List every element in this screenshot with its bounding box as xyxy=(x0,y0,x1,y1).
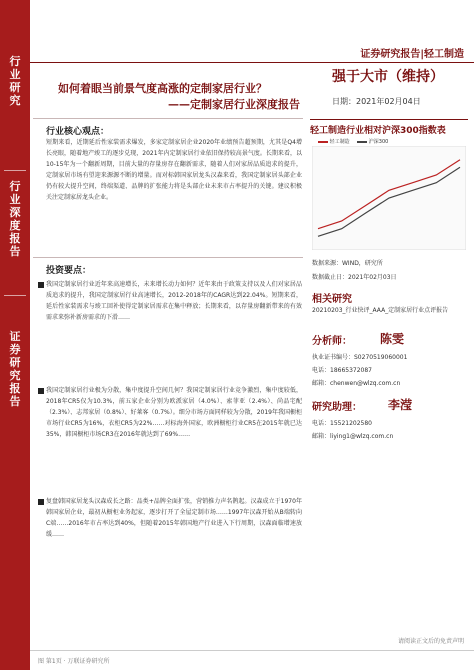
core-view-text: 短期来看，近期延后性家装需求爆发，多家定制家居企业2020年业绩预告超预期，尤其是Q4增长亮眼，随着地产竣工的逐步兑现，2021年内定制家居行业依旧保持较高景气度。长期来看，以10-15年为一个翻新周期，目前大量的存量房存在翻新需求，随着人们对家居品质追求的提升，定制家居市场有望迎来源源不断的增量。而对标韩国家居龙头汉森来看，我国定制家居头部企业仍有较大提升空间，终端渠道、品牌的扩张能力将是头部企业未来市占率提升的关键。建议积极关注定制家居龙头企业。 xyxy=(46,139,302,201)
sidebar-divider xyxy=(4,170,26,171)
report-date: 日期：2021年02月04日 xyxy=(332,97,421,106)
investment-heading: 投资要点： xyxy=(46,266,92,276)
section-divider xyxy=(33,118,303,119)
investment-point: 复盘韩国家居龙头汉森成长之路：品类+品牌全面扩张，营销推力声名鹊起。汉森成立于1970年韩国家居企业，最初从橱柜业务起家，逐步打开了全屋定制市场……1997年汉森开始从B端转向C端……2016年市占率达到40%，但随着2015年韩国地产行业进入下行周期，汉森面临增速放缓…… xyxy=(46,498,302,538)
related-report-link[interactable]: 20210203_行业快评_AAA_定制家居行业点评报告 xyxy=(312,307,449,314)
analyst-cert: 执业证书编号：S0270519060001 xyxy=(312,354,408,361)
related-heading: 相关研究 xyxy=(312,294,352,305)
report-type: 证券研究报告|轻工制造 xyxy=(360,49,464,60)
legend-label-2: 沪深300 xyxy=(368,139,389,145)
sidebar-label-report: 行业深度报告 xyxy=(9,180,21,258)
footer-page-info: 图 第1页 · 万联证券研究所 xyxy=(38,658,110,665)
analyst-label: 分析师： xyxy=(312,336,352,347)
analyst-name: 陈雯 xyxy=(380,332,405,346)
sidebar-divider xyxy=(4,295,26,296)
bullet-icon xyxy=(38,499,44,505)
core-view-heading: 行业核心观点： xyxy=(46,127,110,137)
sidebar-label-industry: 行业研究 xyxy=(9,55,21,107)
page-title: 如何着眼当前景气度高涨的定制家居行业？ xyxy=(58,82,267,95)
section-divider xyxy=(33,257,303,258)
sidebar xyxy=(0,0,30,670)
analyst-email[interactable]: 邮箱：chenwen@wlzq.com.cn xyxy=(312,380,401,387)
bullet-icon xyxy=(38,282,44,288)
page-subtitle: ——定制家居行业深度报告 xyxy=(168,98,300,111)
header-divider xyxy=(30,62,474,63)
investment-point: 我国定制家居行业极为分散，集中度提升空间几何？我国定制家居行业竞争激烈，集中度较低，2018年CR5仅为10.3%，前五家企业分别为欧派家居（4.0%）、索菲亚（2.4%）、尚品宅配（2.3%）、志邦家居（0.8%）、好莱客（0.7%）。细分市场方面同样较为分散，2019年我国橱柜市场行业CR5为16%，衣柜CR5为22%……对标海外国家，欧洲橱柜行业CR5在2015年就已达35%，韩国橱柜市场CR3在2016年就达到了69%…… xyxy=(46,387,302,438)
analyst-phone: 电话：18665372087 xyxy=(312,367,372,374)
assistant-label: 研究助理： xyxy=(312,402,362,413)
relative-index-chart xyxy=(312,146,466,250)
assistant-phone: 电话：15521202580 xyxy=(312,420,372,427)
chart-source: 数据来源：WIND，研究所 xyxy=(312,260,383,267)
assistant-name: 李滢 xyxy=(388,398,413,412)
legend-swatch-2 xyxy=(357,141,367,143)
chart-legend xyxy=(318,138,388,145)
chart-date: 数据截止日：2021年02月03日 xyxy=(312,274,397,281)
legend-swatch-1 xyxy=(318,141,328,143)
rating-badge: 强于大市（维持） xyxy=(332,69,444,85)
investment-point: 我国定制家居行业近年来高速增长，未来增长动力如何？近年来由于政策支持以及人们对家居品质追求的提升，我国定制家居行业高速增长，2012-2018年的CAGR达到22.04%。短期来看，延后性家装需求与竣工回补使得定制家居需求在集中释放；长期来看，以存量房翻新带来的有效需求来弥补新房需求的下滑…… xyxy=(46,281,302,321)
sidebar-label-securities: 证券研究报告 xyxy=(9,330,21,408)
footer-divider xyxy=(30,650,474,651)
assistant-email[interactable]: 邮箱：liying1@wlzq.com.cn xyxy=(312,433,394,440)
bullet-icon xyxy=(38,388,44,394)
chart-title: 轻工制造行业相对沪深300指数表 xyxy=(310,126,446,136)
disclaimer-note: 请阅读正文后的免责声明 xyxy=(397,638,464,645)
legend-label-1: 轻工制造 xyxy=(329,139,350,145)
chart-top-rule xyxy=(310,119,468,120)
